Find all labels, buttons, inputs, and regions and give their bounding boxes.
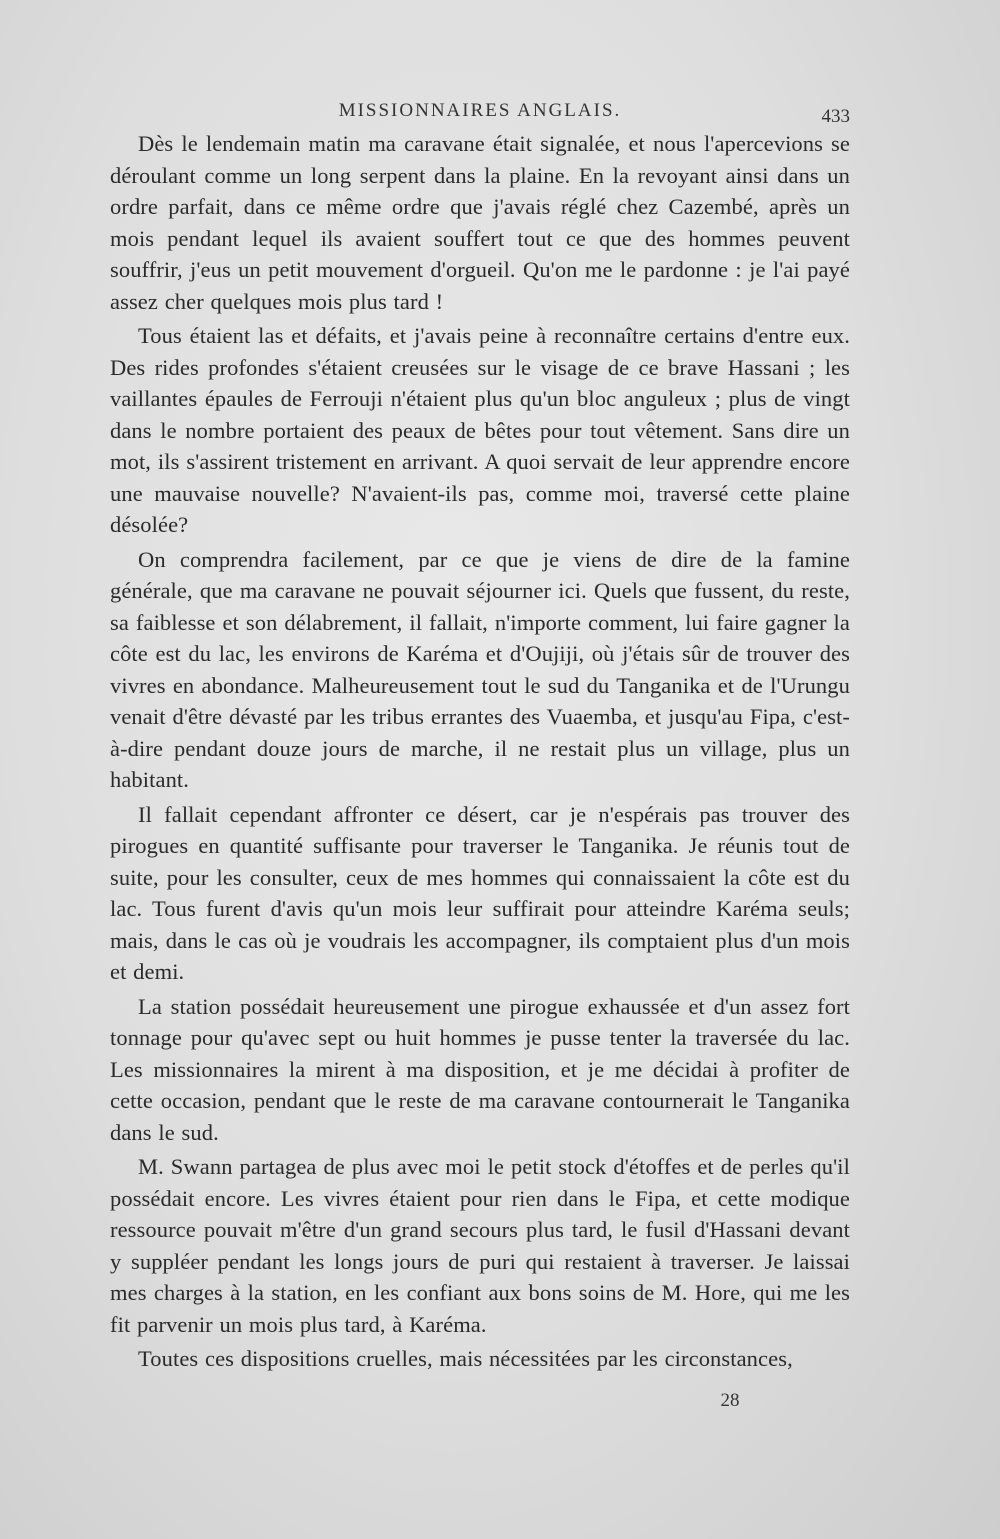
paragraph-3: On comprendra facilement, par ce que je viens de dire de la famine générale, que ma caravane ne pouvait séjourner ici. Quels que fussent, du reste, sa faiblesse et son délabrement, il fallait, n'importe comment, lui faire gagner la côte est du lac, les environs de Karéma et d'Oujiji, où j'étais sûr de trouver des vivres en abondance. Malheureusement tout le sud du Tanganika et de l'Urungu venait d'être dévasté par les tribus errantes des Vuaemba, et jusqu'au Fipa, c'est-à-dire pendant douze jours de marche, il ne restait plus un village, plus un habitant. — [110, 546, 850, 792]
paragraph-1: Dès le lendemain matin ma caravane était signalée, et nous l'apercevions se déroulant comme un long serpent dans la plaine. En la revoyant ainsi dans un ordre parfait, dans ce même ordre que j'avais réglé chez Cazembé, après un mois pendant lequel ils avaient souffert tout ce que des hommes peuvent souffrir, j'eus un petit mouvement d'orgueil. Qu'on me le pardonne : je l'ai payé assez cher quelques mois plus tard ! — [110, 131, 850, 314]
paragraph-7: Toutes ces dispositions cruelles, mais nécessitées par les circonstances, — [138, 1346, 793, 1371]
paragraph-6: M. Swann partagea de plus avec moi le petit stock d'étoffes et de perles qu'il possédait encore. Les vivres étaient pour rien dans le Fipa, et cette modique ressource pouvait m'être d'un grand secours plus tard, le fusil d'Hassani devant y suppléer pendant les longs jours de puri qui restaient à traverser. Je laissai mes charges à la station, en les confiant aux bons soins de M. Hore, qui me les fit parvenir un mois plus tard, à Karéma. — [110, 1154, 850, 1337]
body-text — [110, 128, 850, 1375]
signature-mark: 28 — [720, 1390, 740, 1411]
paragraph-2: Tous étaient las et défaits, et j'avais peine à reconnaître certains d'entre eux. Des rides profondes s'étaient creusées sur le visage de ce brave Hassani ; les vaillantes épaules de Ferrouji n'étaient plus qu'un bloc anguleux ; plus de vingt dans le nombre portaient des peaux de bêtes pour tout vêtement. Sans dire un mot, ils s'assirent tristement en arrivant. A quoi servait de leur apprendre encore une mauvaise nouvelle? N'avaient-ils pas, comme moi, traversé cette plaine désolée? — [110, 323, 850, 537]
running-title: MISSIONNAIRES ANGLAIS. — [338, 100, 622, 121]
page-number: 433 — [821, 106, 850, 127]
paragraph-5: La station possédait heureusement une pirogue exhaussée et d'un assez fort tonnage pour qu'avec sept ou huit hommes je pusse tenter la traversée du lac. Les missionnaires la mirent à ma disposition, et je me décidai à profiter de cette occasion, pendant que le reste de ma caravane contournerait le Tanganika dans le sud. — [110, 993, 850, 1145]
paragraph-4: Il fallait cependant affronter ce désert, car je n'espérais pas trouver des pirogues en quantité suffisante pour traverser le Tanganika. Je réunis tout de suite, pour les consulter, ceux de mes hommes qui connaissaient la côte est du lac. Tous furent d'avis qu'un mois leur suffirait pour atteindre Karéma seuls; mais, dans le cas où je voudrais les accompagner, ils comptaient plus d'un mois et demi. — [110, 801, 850, 984]
